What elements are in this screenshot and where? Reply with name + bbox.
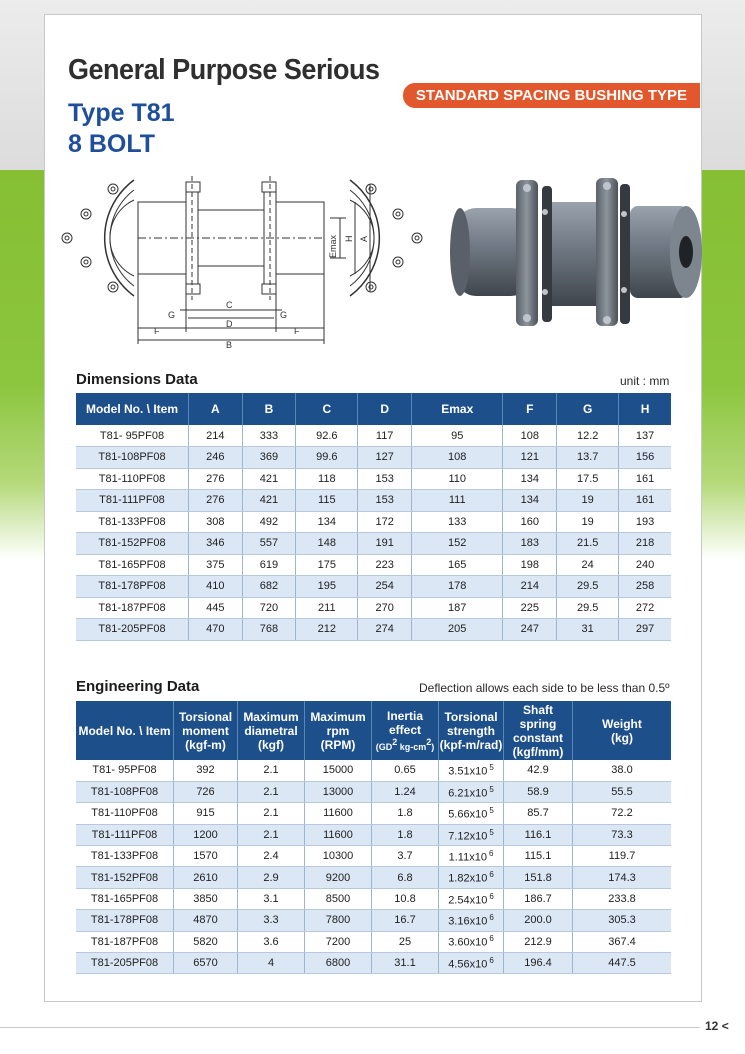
value-cell: 174.3 bbox=[573, 867, 672, 888]
table-row bbox=[76, 781, 671, 802]
value-cell: 3.6 bbox=[238, 931, 305, 952]
torsional-strength-cell: 4.56x10 $^6$ bbox=[439, 953, 504, 974]
value-cell: 305.3 bbox=[573, 910, 672, 931]
value-cell: 225 bbox=[503, 597, 557, 619]
col-header-h: H bbox=[619, 393, 671, 425]
value-cell: 72.2 bbox=[573, 803, 672, 824]
table-row bbox=[76, 760, 671, 781]
value-cell: 682 bbox=[242, 576, 296, 598]
value-cell: 1.8 bbox=[372, 803, 439, 824]
value-cell: 726 bbox=[174, 781, 238, 802]
value-cell: 4870 bbox=[174, 910, 238, 931]
coupling-product-photo bbox=[446, 172, 706, 332]
value-cell: 10.8 bbox=[372, 888, 439, 909]
value-cell: 421 bbox=[242, 468, 296, 490]
model-cell: T81-111PF08 bbox=[76, 490, 189, 512]
value-cell: 7800 bbox=[305, 910, 372, 931]
dimensions-unit-note: unit : mm bbox=[620, 374, 670, 388]
value-cell: 410 bbox=[189, 576, 243, 598]
model-cell: T81-205PF08 bbox=[76, 953, 174, 974]
engineering-deflection-note: Deflection allows each side to be less than 0.5º bbox=[419, 681, 670, 695]
value-cell: 768 bbox=[242, 619, 296, 641]
value-cell: 720 bbox=[242, 597, 296, 619]
value-cell: 134 bbox=[503, 468, 557, 490]
model-cell: T81-178PF08 bbox=[76, 576, 189, 598]
value-cell: 6800 bbox=[305, 953, 372, 974]
value-cell: 218 bbox=[619, 533, 671, 555]
value-cell: 9200 bbox=[305, 867, 372, 888]
table-row bbox=[76, 867, 671, 888]
value-cell: 0.65 bbox=[372, 760, 439, 781]
value-cell: 17.5 bbox=[557, 468, 619, 490]
value-cell: 73.3 bbox=[573, 824, 672, 845]
value-cell: 297 bbox=[619, 619, 671, 641]
torsional-strength-cell: 3.51x10 $^5$ bbox=[439, 760, 504, 781]
col-header-a: A bbox=[189, 393, 243, 425]
value-cell: 1.24 bbox=[372, 781, 439, 802]
torsional-strength-cell: 2.54x10 $^6$ bbox=[439, 888, 504, 909]
torsional-strength-cell: 7.12x10 $^5$ bbox=[439, 824, 504, 845]
dim-label-g-left: G bbox=[168, 310, 176, 320]
bolt-line: 8 BOLT bbox=[68, 130, 156, 158]
value-cell: 187 bbox=[411, 597, 503, 619]
value-cell: 308 bbox=[189, 511, 243, 533]
value-cell: 137 bbox=[619, 425, 671, 447]
value-cell: 85.7 bbox=[504, 803, 573, 824]
torsional-strength-cell: 6.21x10 $^5$ bbox=[439, 781, 504, 802]
value-cell: 134 bbox=[503, 490, 557, 512]
value-cell: 5820 bbox=[174, 931, 238, 952]
value-cell: 212.9 bbox=[504, 931, 573, 952]
value-cell: 11600 bbox=[305, 803, 372, 824]
dimensions-section-title: Dimensions Data bbox=[76, 371, 198, 388]
value-cell: 200.0 bbox=[504, 910, 573, 931]
page-number: 12 < bbox=[705, 1019, 729, 1033]
value-cell: 165 bbox=[411, 554, 503, 576]
value-cell: 3.1 bbox=[238, 888, 305, 909]
value-cell: 160 bbox=[503, 511, 557, 533]
value-cell: 276 bbox=[189, 490, 243, 512]
value-cell: 19 bbox=[557, 511, 619, 533]
col-header-b: B bbox=[242, 393, 296, 425]
col-header-inertia: Inertia effect ($GD^2$ $kg-cm^2$) bbox=[372, 701, 439, 760]
value-cell: 31 bbox=[557, 619, 619, 641]
torsional-strength-cell: 3.60x10 $^6$ bbox=[439, 931, 504, 952]
table-row bbox=[76, 490, 671, 512]
model-cell: T81-108PF08 bbox=[76, 447, 189, 469]
value-cell: 214 bbox=[503, 576, 557, 598]
value-cell: 346 bbox=[189, 533, 243, 555]
table-row bbox=[76, 953, 671, 974]
value-cell: 29.5 bbox=[557, 597, 619, 619]
model-cell: T81-187PF08 bbox=[76, 931, 174, 952]
col-header-d: D bbox=[358, 393, 412, 425]
value-cell: 95 bbox=[411, 425, 503, 447]
col-header-emax: Emax bbox=[411, 393, 503, 425]
value-cell: 2610 bbox=[174, 867, 238, 888]
value-cell: 375 bbox=[189, 554, 243, 576]
table-row bbox=[76, 468, 671, 490]
value-cell: 19 bbox=[557, 490, 619, 512]
value-cell: 2.1 bbox=[238, 824, 305, 845]
model-cell: T81-165PF08 bbox=[76, 888, 174, 909]
value-cell: 369 bbox=[242, 447, 296, 469]
dim-label-b: B bbox=[226, 340, 233, 350]
coupling-technical-drawing bbox=[50, 172, 440, 357]
value-cell: 186.7 bbox=[504, 888, 573, 909]
value-cell: 3850 bbox=[174, 888, 238, 909]
value-cell: 258 bbox=[619, 576, 671, 598]
table-row bbox=[76, 597, 671, 619]
value-cell: 421 bbox=[242, 490, 296, 512]
value-cell: 115 bbox=[296, 490, 358, 512]
model-cell: T81-187PF08 bbox=[76, 597, 189, 619]
value-cell: 4 bbox=[238, 953, 305, 974]
value-cell: 2.9 bbox=[238, 867, 305, 888]
value-cell: 15000 bbox=[305, 760, 372, 781]
value-cell: 10300 bbox=[305, 846, 372, 867]
footer-rule bbox=[0, 1027, 700, 1028]
col-header-max-rpm: Maximum rpm (RPM) bbox=[305, 701, 372, 760]
value-cell: 183 bbox=[503, 533, 557, 555]
value-cell: 115.1 bbox=[504, 846, 573, 867]
value-cell: 254 bbox=[358, 576, 412, 598]
value-cell: 270 bbox=[358, 597, 412, 619]
value-cell: 6.8 bbox=[372, 867, 439, 888]
value-cell: 21.5 bbox=[557, 533, 619, 555]
value-cell: 25 bbox=[372, 931, 439, 952]
value-cell: 175 bbox=[296, 554, 358, 576]
value-cell: 367.4 bbox=[573, 931, 672, 952]
table-row bbox=[76, 803, 671, 824]
value-cell: 3.3 bbox=[238, 910, 305, 931]
value-cell: 118 bbox=[296, 468, 358, 490]
value-cell: 92.6 bbox=[296, 425, 358, 447]
table-row bbox=[76, 576, 671, 598]
torsional-strength-cell: 5.66x10 $^5$ bbox=[439, 803, 504, 824]
page-title: General Purpose Serious bbox=[68, 54, 380, 86]
value-cell: 151.8 bbox=[504, 867, 573, 888]
value-cell: 3.7 bbox=[372, 846, 439, 867]
model-cell: T81-152PF08 bbox=[76, 533, 189, 555]
value-cell: 24 bbox=[557, 554, 619, 576]
value-cell: 240 bbox=[619, 554, 671, 576]
value-cell: 13.7 bbox=[557, 447, 619, 469]
value-cell: 99.6 bbox=[296, 447, 358, 469]
value-cell: 212 bbox=[296, 619, 358, 641]
col-header-model: Model No. \ Item bbox=[76, 701, 174, 760]
value-cell: 111 bbox=[411, 490, 503, 512]
value-cell: 1.8 bbox=[372, 824, 439, 845]
value-cell: 276 bbox=[189, 468, 243, 490]
value-cell: 119.7 bbox=[573, 846, 672, 867]
value-cell: 445 bbox=[189, 597, 243, 619]
value-cell: 915 bbox=[174, 803, 238, 824]
value-cell: 42.9 bbox=[504, 760, 573, 781]
col-header-model: Model No. \ Item bbox=[76, 393, 189, 425]
engineering-table bbox=[76, 701, 671, 974]
value-cell: 447.5 bbox=[573, 953, 672, 974]
type-banner: STANDARD SPACING BUSHING TYPE bbox=[403, 83, 700, 108]
value-cell: 2.1 bbox=[238, 781, 305, 802]
value-cell: 127 bbox=[358, 447, 412, 469]
value-cell: 172 bbox=[358, 511, 412, 533]
value-cell: 156 bbox=[619, 447, 671, 469]
model-cell: T81-111PF08 bbox=[76, 824, 174, 845]
value-cell: 223 bbox=[358, 554, 412, 576]
table-row bbox=[76, 619, 671, 641]
value-cell: 161 bbox=[619, 490, 671, 512]
col-header-c: C bbox=[296, 393, 358, 425]
model-cell: T81- 95PF08 bbox=[76, 425, 189, 447]
table-row bbox=[76, 554, 671, 576]
dim-label-c: C bbox=[226, 300, 233, 310]
value-cell: 178 bbox=[411, 576, 503, 598]
dim-label-f-left: F bbox=[154, 326, 160, 336]
value-cell: 1570 bbox=[174, 846, 238, 867]
value-cell: 31.1 bbox=[372, 953, 439, 974]
value-cell: 2.1 bbox=[238, 803, 305, 824]
col-header-shaft-spring: Shaft spring constant (kgf/mm) bbox=[504, 701, 573, 760]
table-row bbox=[76, 931, 671, 952]
value-cell: 58.9 bbox=[504, 781, 573, 802]
table-row bbox=[76, 888, 671, 909]
value-cell: 161 bbox=[619, 468, 671, 490]
model-cell: T81-133PF08 bbox=[76, 511, 189, 533]
value-cell: 333 bbox=[242, 425, 296, 447]
col-header-g: G bbox=[557, 393, 619, 425]
value-cell: 153 bbox=[358, 490, 412, 512]
dim-label-f-right: F bbox=[294, 326, 300, 336]
torsional-strength-cell: 1.82x10 $^6$ bbox=[439, 867, 504, 888]
value-cell: 557 bbox=[242, 533, 296, 555]
model-cell: T81-205PF08 bbox=[76, 619, 189, 641]
model-cell: T81- 95PF08 bbox=[76, 760, 174, 781]
model-cell: T81-133PF08 bbox=[76, 846, 174, 867]
model-cell: T81-110PF08 bbox=[76, 468, 189, 490]
value-cell: 2.1 bbox=[238, 760, 305, 781]
table-row bbox=[76, 447, 671, 469]
value-cell: 152 bbox=[411, 533, 503, 555]
value-cell: 619 bbox=[242, 554, 296, 576]
value-cell: 108 bbox=[503, 425, 557, 447]
value-cell: 148 bbox=[296, 533, 358, 555]
value-cell: 274 bbox=[358, 619, 412, 641]
value-cell: 108 bbox=[411, 447, 503, 469]
value-cell: 196.4 bbox=[504, 953, 573, 974]
col-header-max-diametral: Maximum diametral (kgf) bbox=[238, 701, 305, 760]
dim-label-g-right: G bbox=[280, 310, 288, 320]
value-cell: 193 bbox=[619, 511, 671, 533]
value-cell: 247 bbox=[503, 619, 557, 641]
value-cell: 7200 bbox=[305, 931, 372, 952]
model-cell: T81-110PF08 bbox=[76, 803, 174, 824]
dim-label-emax: Emax bbox=[328, 234, 338, 258]
col-header-f: F bbox=[503, 393, 557, 425]
value-cell: 6570 bbox=[174, 953, 238, 974]
col-header-torsional-strength: Torsional strength (kpf-m/rad) bbox=[439, 701, 504, 760]
value-cell: 195 bbox=[296, 576, 358, 598]
value-cell: 233.8 bbox=[573, 888, 672, 909]
value-cell: 55.5 bbox=[573, 781, 672, 802]
value-cell: 13000 bbox=[305, 781, 372, 802]
value-cell: 272 bbox=[619, 597, 671, 619]
value-cell: 116.1 bbox=[504, 824, 573, 845]
value-cell: 121 bbox=[503, 447, 557, 469]
table-row bbox=[76, 511, 671, 533]
model-cell: T81-108PF08 bbox=[76, 781, 174, 802]
value-cell: 1200 bbox=[174, 824, 238, 845]
torsional-strength-cell: 3.16x10 $^6$ bbox=[439, 910, 504, 931]
dim-label-d: D bbox=[226, 319, 233, 329]
value-cell: 198 bbox=[503, 554, 557, 576]
value-cell: 16.7 bbox=[372, 910, 439, 931]
value-cell: 392 bbox=[174, 760, 238, 781]
type-heading bbox=[68, 98, 175, 160]
model-cell: T81-178PF08 bbox=[76, 910, 174, 931]
value-cell: 29.5 bbox=[557, 576, 619, 598]
table-row bbox=[76, 910, 671, 931]
table-row bbox=[76, 846, 671, 867]
value-cell: 110 bbox=[411, 468, 503, 490]
model-cell: T81-165PF08 bbox=[76, 554, 189, 576]
value-cell: 205 bbox=[411, 619, 503, 641]
value-cell: 8500 bbox=[305, 888, 372, 909]
table-row bbox=[76, 533, 671, 555]
value-cell: 11600 bbox=[305, 824, 372, 845]
table-row bbox=[76, 425, 671, 447]
dimensions-table bbox=[76, 393, 671, 641]
value-cell: 2.4 bbox=[238, 846, 305, 867]
value-cell: 246 bbox=[189, 447, 243, 469]
value-cell: 12.2 bbox=[557, 425, 619, 447]
dimensions-header-row bbox=[76, 393, 671, 425]
value-cell: 214 bbox=[189, 425, 243, 447]
value-cell: 134 bbox=[296, 511, 358, 533]
value-cell: 153 bbox=[358, 468, 412, 490]
value-cell: 211 bbox=[296, 597, 358, 619]
torsional-strength-cell: 1.11x10 $^6$ bbox=[439, 846, 504, 867]
table-row bbox=[76, 824, 671, 845]
col-header-weight: Weight (kg) bbox=[573, 701, 672, 760]
dim-label-a: A bbox=[359, 235, 369, 242]
dim-label-h: H bbox=[344, 235, 354, 242]
model-cell: T81-152PF08 bbox=[76, 867, 174, 888]
col-header-torsional-moment: Torsional moment (kgf-m) bbox=[174, 701, 238, 760]
type-line: Type T81 bbox=[68, 99, 175, 127]
value-cell: 470 bbox=[189, 619, 243, 641]
value-cell: 117 bbox=[358, 425, 412, 447]
value-cell: 492 bbox=[242, 511, 296, 533]
engineering-section-title: Engineering Data bbox=[76, 678, 200, 695]
value-cell: 191 bbox=[358, 533, 412, 555]
value-cell: 38.0 bbox=[573, 760, 672, 781]
engineering-header-row bbox=[76, 701, 671, 760]
value-cell: 133 bbox=[411, 511, 503, 533]
